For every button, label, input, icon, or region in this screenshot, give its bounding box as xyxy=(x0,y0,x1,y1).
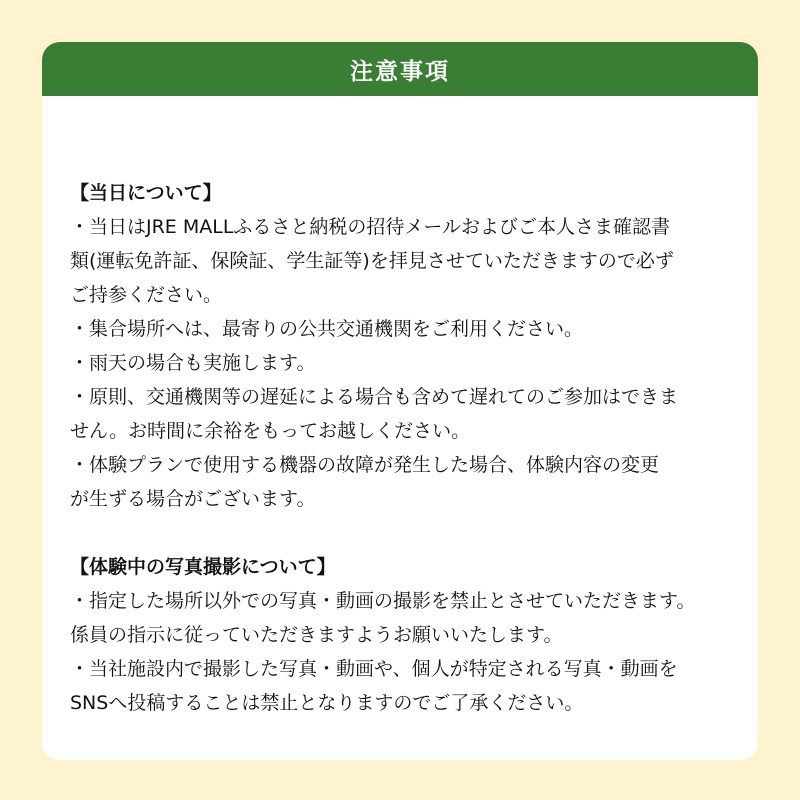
notice-header xyxy=(42,42,758,96)
notice-title: 注意事項 xyxy=(350,58,450,85)
section-title-day-of: 【当日について】 xyxy=(70,182,222,204)
notice-line: ・当社施設内で撮影した写真・動画や、個人が特定される写真・動画を xyxy=(70,658,678,680)
notice-line: ・雨天の場合も実施します。 xyxy=(70,352,316,374)
notice-content xyxy=(42,96,758,720)
section-photography xyxy=(70,550,744,720)
notice-item-photo-restriction xyxy=(70,584,744,652)
notice-line: ・体験プランで使用する機器の故障が発生した場合、体験内容の変更 xyxy=(70,454,660,476)
notice-item-equipment xyxy=(70,448,744,516)
notice-line: せん。お時間に余裕をもってお越しください。 xyxy=(70,420,471,442)
section-day-of xyxy=(70,176,744,516)
notice-line: SNSへ投稿することは禁止となりますのでご了承ください。 xyxy=(70,692,584,714)
notice-line: 係員の指示に従っていただきますようお願いいたします。 xyxy=(70,624,563,646)
notice-line: が生ずる場合がございます。 xyxy=(70,488,316,510)
notice-line: ・集合場所へは、最寄りの公共交通機関をご利用ください。 xyxy=(70,318,584,340)
notice-line: ・当日はJRE MALLふるさと納税の招待メールおよびご本人さま確認書 xyxy=(70,216,671,238)
notice-item-identification xyxy=(70,210,744,312)
notice-item-delay xyxy=(70,380,744,448)
notice-line: ご持参ください。 xyxy=(70,284,223,306)
notice-line: ・原則、交通機関等の遅延による場合も含めて遅れてのご参加はできま xyxy=(70,386,679,408)
notice-item-sns xyxy=(70,652,744,720)
notice-item-rain xyxy=(70,346,744,380)
notice-item-public-transport xyxy=(70,312,744,346)
notice-card xyxy=(42,42,758,760)
notice-line: 類(運転免許証、保険証、学生証等)を拝見させていただきますので必ず xyxy=(70,250,674,272)
section-title-photography: 【体験中の写真撮影について】 xyxy=(70,556,336,578)
notice-line: ・指定した場所以外での写真・動画の撮影を禁止とさせていただきます。 xyxy=(70,590,696,612)
